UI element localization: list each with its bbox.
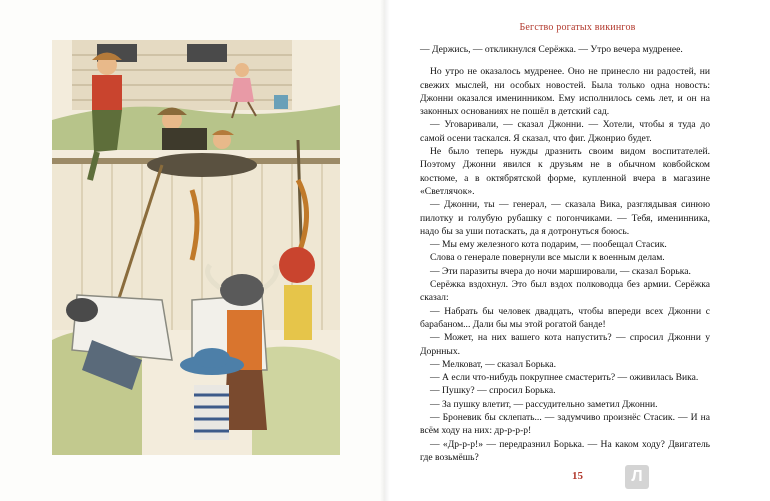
kid-helmet xyxy=(66,298,98,322)
horned-helmet xyxy=(220,274,264,306)
paragraph: — Пушку? — спросил Борька. xyxy=(430,385,556,397)
kid-yellow-shirt xyxy=(284,285,312,340)
house-window xyxy=(187,44,227,62)
red-horned-helmet xyxy=(279,247,315,283)
paragraph: — Может, на них вашего кота напустить? — спросил Джонни у Дорнных. xyxy=(420,332,710,357)
paragraph: — Джонни, ты — генерал, — сказала Вика, разглядывая синюю пилотку и голубую рубашку с погончиками. — Тебя, именинника, надо бы за уши потаскать, да я дотронуться боюсь. xyxy=(420,199,710,237)
paragraph: — Эти паразиты вчера до ночи маршировали, — сказал Борька. xyxy=(430,265,691,277)
paragraph: — Уговаривали, — сказал Джонни. — Хотели, чтобы я туда до самой осени таскался. Я сказал, что фиг. Джонрио будет. xyxy=(420,119,710,144)
paragraph: Серёжка вздохнул. Это был вздох полководца без армии. Серёжка сказал: xyxy=(420,279,710,304)
illustration-drawing xyxy=(52,40,340,455)
book-illustration xyxy=(52,40,340,455)
boy-plaid-shirt xyxy=(92,75,122,110)
book-gutter xyxy=(380,0,390,501)
paragraph: Но утро не оказалось мудренее. Оно не принесло ни радостей, ни свежих мыслей, ни особых новостей. Была только одна новость: Джонни оказался именинником. Ему исполнилось семь лет, и он на законных основаниях не пошёл в детский сад. xyxy=(420,66,710,118)
paragraph: — «Др-р-р!» — передразнил Борька. — На каком ходу? Двигатель где возьмёшь? xyxy=(420,438,710,463)
girl-dress xyxy=(230,78,254,102)
boy-shirt xyxy=(162,128,207,150)
paragraph: — Мы ему железного кота подарим, — пообещал Стасик. xyxy=(430,239,667,251)
paragraph: — Мелковат, — сказал Борька. xyxy=(430,358,557,370)
paragraph: Не было теперь нужды дразнить своим видом воспитателей. Поэтому Джонни явился к друзьям не в обычном ковбойском костюме, а в октябрятской форме, купленной вчера в магазине «Светлячок». xyxy=(420,146,710,197)
page-number: 15 xyxy=(572,470,583,482)
boys-bodies xyxy=(147,153,257,177)
girl-head xyxy=(235,63,249,77)
paragraph: Слова о генерале повернули все мысли к военным делам. xyxy=(430,252,665,264)
paragraph: — За пушку влетит, — рассудительно заметил Джонни. xyxy=(430,398,658,410)
paragraph: — Броневик бы склепать... — задумчиво произнёс Стасик. — И на всём ходу на них: др-р-р-р! xyxy=(420,412,710,437)
paragraph: — А если что-нибудь покрупнее смастерить? — оживилась Вика. xyxy=(430,372,699,384)
running-head: Бегство рогатых викингов xyxy=(519,22,636,33)
text-body xyxy=(420,43,710,464)
bucket xyxy=(274,95,288,109)
paragraph-gap xyxy=(420,56,710,65)
boy-trousers xyxy=(92,110,122,152)
paragraph: — Держись, — откликнулся Серёжка. — Утро вечера мудренее. xyxy=(420,44,683,55)
publisher-logo-icon: Л xyxy=(625,465,649,489)
paragraph: — Набрать бы человек двадцать, чтобы впереди всех Джонни с барабаном... Дали бы мы этой рогатой банде! xyxy=(420,305,710,330)
